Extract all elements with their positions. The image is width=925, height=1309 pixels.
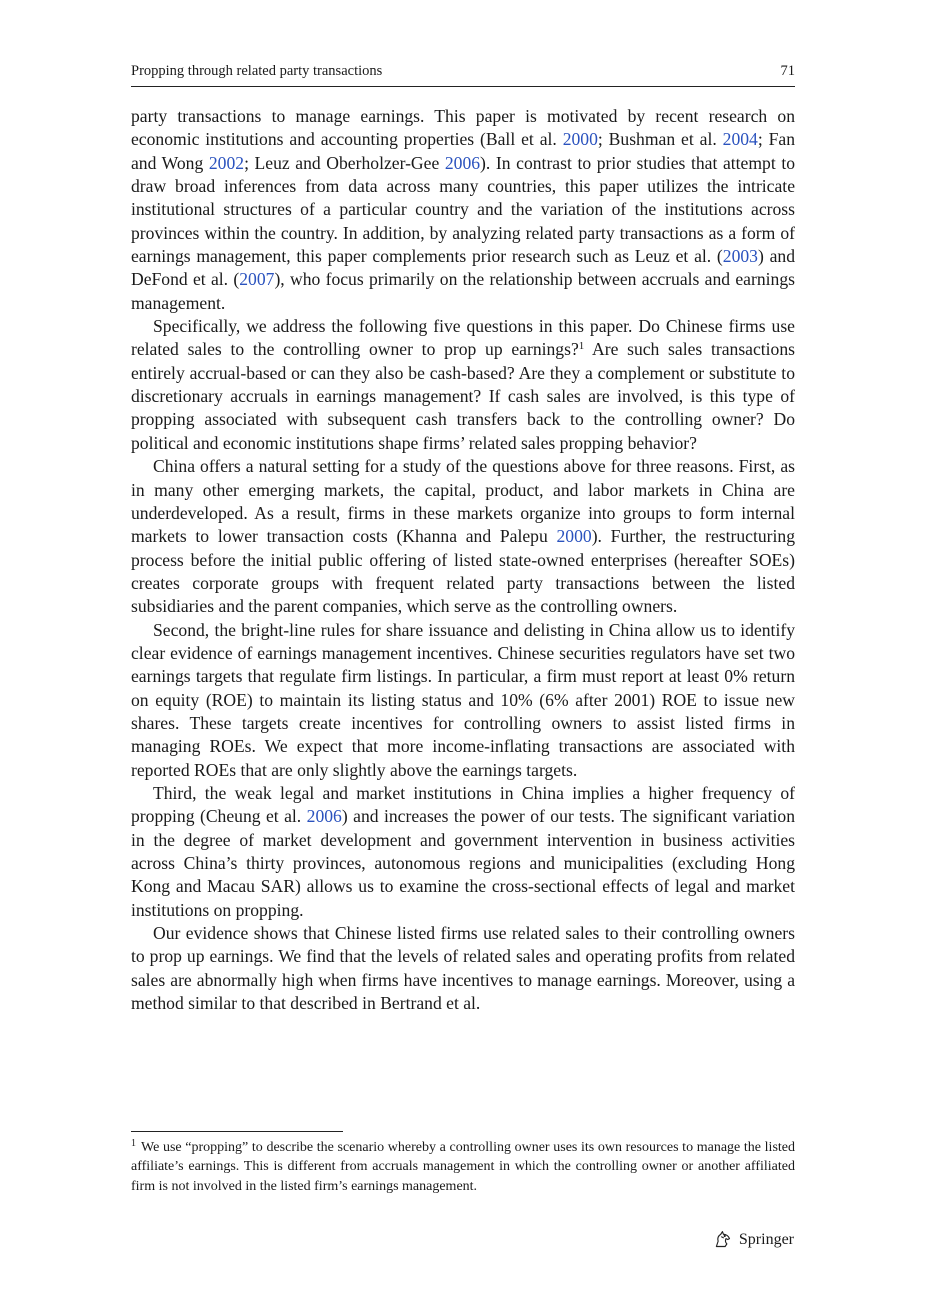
publisher-name: Springer [738, 1230, 794, 1248]
paragraph-2 [131, 315, 795, 455]
paragraph-text: party transactions to manage earnings. This paper is motivated by recent research on economic institutions and accounting properties (Ball et al. [131, 106, 795, 150]
springer-horse-icon [712, 1229, 733, 1250]
body-text [131, 105, 795, 1015]
page-number: 71 [780, 63, 795, 79]
paragraph-1 [131, 105, 795, 315]
paragraph-text: Are such sales transactions entirely accrual-based or can they also be cash-based? Are they a complement or substitute to discretionary accruals in earnings management? If cash sales are involved, is this type of propping associated with subsequent cash transfers back to the controlling owner? Do political and economic institutions shape firms’ related sales propping behavior? [131, 339, 795, 453]
citation-link[interactable]: 2002 [208, 152, 245, 173]
paragraph-text: ) and increases the power of our tests. The significant variation in the degree of market development and government intervention in business activities across China’s thirty provinces, autonomous regions and municipalities (excluding Hong Kong and Macau SAR) allows us to examine the cross-sectional effects of legal and market institutions on propping. [131, 806, 795, 920]
publisher-mark [712, 1229, 794, 1250]
paragraph-text: China offers a natural setting for a study of the questions above for three reasons. First, as in many other emerging markets, the capital, product, and labor markets in China are underdeveloped. As a result, firms in these markets organize into groups to form internal markets to lower transaction costs (Khanna and Palepu [131, 456, 795, 547]
paragraph-text: ). Further, the restructuring process before the initial public offering of listed state-owned enterprises (hereafter SOEs) creates corporate groups with frequent related party transactions between the listed subsidiaries and the parent companies, which serve as the controlling owners. [131, 526, 795, 617]
paragraph-text: ) and DeFond et al. ( [131, 246, 795, 290]
citation-link[interactable]: 2000 [562, 129, 598, 150]
footnote-text: We use “propping” to describe the scenario whereby a controlling owner uses its own resources to manage the listed affiliate’s earnings. This is different from accruals management in which the controlling owner or another affiliated firm is not involved in the listed firm’s earnings management. [131, 1140, 795, 1194]
citation-link[interactable]: 2000 [556, 526, 592, 547]
footnote-divider [131, 1131, 343, 1132]
running-title: Propping through related party transactions [131, 63, 383, 79]
running-header [131, 62, 795, 87]
paragraph-text: Our evidence shows that Chinese listed firms use related sales to their controlling owners to prop up earnings. We find that the levels of related sales and operating profits from related sales are abnormally high when firms have incentives to manage earnings. Moreover, using a method similar to that described in Bertrand et al. [131, 923, 795, 1014]
paragraph-5 [131, 782, 795, 922]
citation-link[interactable]: 2003 [722, 246, 758, 267]
citation-link[interactable]: 2004 [722, 129, 758, 150]
citation-link[interactable]: 2006 [306, 806, 342, 827]
paragraph-text: ). In contrast to prior studies that attempt to draw broad inferences from data across many countries, this paper utilizes the intricate institutional structures of a particular country and the variation of the institutions across provinces within the country. In addition, by analyzing related party transactions as a form of earnings management, this paper complements prior research such as Leuz et al. ( [131, 152, 796, 267]
paragraph-text: Specifically, we address the following five questions in this paper. Do Chinese firms use related sales to the controlling owner to prop up earnings? [131, 316, 795, 360]
footnote [131, 1138, 795, 1196]
paragraph-text: ; Fan and Wong [131, 129, 796, 173]
citation-link[interactable]: 2007 [239, 269, 275, 290]
citation-link[interactable]: 2006 [444, 152, 481, 173]
footnote-marker: 1 [131, 1138, 136, 1149]
paragraph-4 [131, 619, 795, 782]
paragraph-text: ), who focus primarily on the relationship between accruals and earnings management. [131, 269, 795, 313]
footnote-reference[interactable]: 1 [578, 340, 585, 353]
paragraph-text: ; Leuz and Oberholzer-Gee [244, 152, 445, 173]
paragraph-text: Third, the weak legal and market institutions in China implies a higher frequency of propping (Cheung et al. [131, 782, 795, 827]
paragraph-6 [131, 922, 795, 1015]
page-content [131, 62, 795, 1015]
paragraph-3 [131, 455, 795, 618]
paragraph-text: ; Bushman et al. [597, 129, 723, 150]
paragraph-text: Second, the bright-line rules for share issuance and delisting in China allow us to identify clear evidence of earnings management incentives. Chinese securities regulators have set two earnings targets that regulate firm listings. In particular, a firm must report at least 0% return on equity (ROE) to maintain its listing status and 10% (6% after 2001) ROE to issue new shares. These targets create incentives for controlling owners to assist listed firms in managing ROEs. We expect that more income-inflating transactions are associated with reported ROEs that are only slightly above the earnings targets. [131, 619, 795, 780]
